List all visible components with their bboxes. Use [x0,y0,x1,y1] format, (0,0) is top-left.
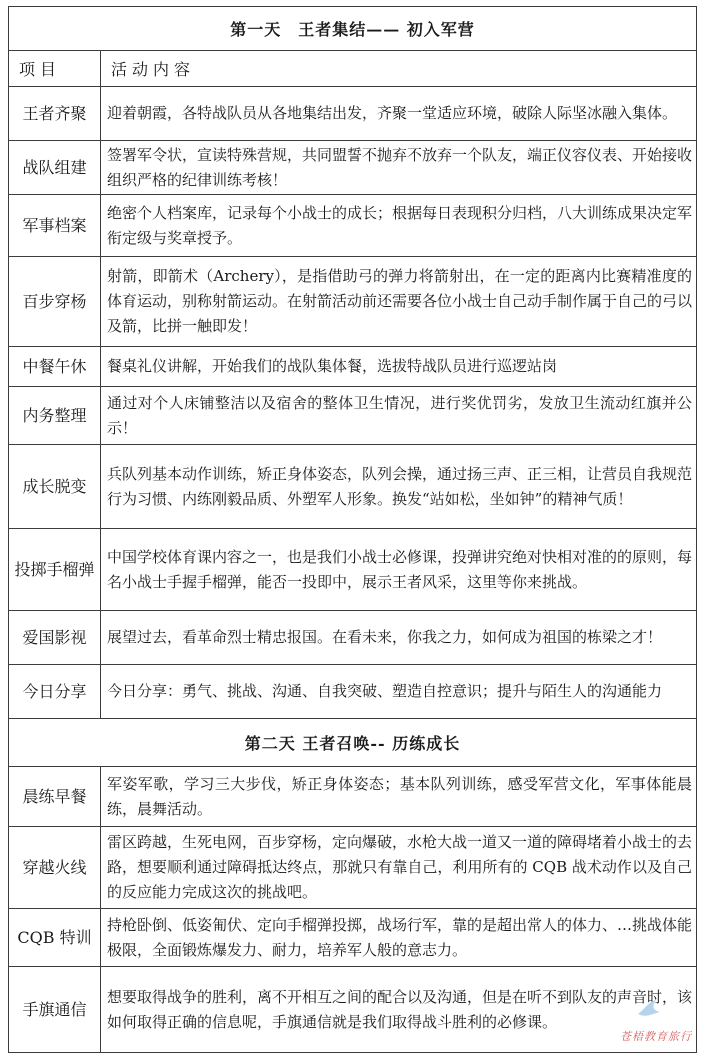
day1-title-row [9,7,697,51]
row-item: 晨练早餐 [9,767,101,827]
row-content: 兵队列基本动作训练，矫正身体姿态，队列会操，通过扬三声、正三相，让营员自我规范行为习惯、内练刚毅品质、外塑军人形象。换发“站如松，坐如钟”的精神气质！ [101,445,697,529]
row-content: 持枪卧倒、低姿匍伏、定向手榴弹投掷，战场行军，靠的是超出常人的体力、…挑战体能极限，全面锻炼爆发力、耐力，培养军人般的意志力。 [101,909,697,967]
row-content: 中国学校体育课内容之一，也是我们小战士必修课，投弹讲究绝对快相对准的的原则，每名小战士手握手榴弹，能否一投即中，展示王者风采，这里等你来挑战。 [101,529,697,611]
table-row [9,347,697,387]
row-item: 穿越火线 [9,827,101,909]
row-item: 爱国影视 [9,611,101,665]
row-content: 签署军令状，宣读特殊营规，共同盟誓不抛弃不放弃一个队友，端正仪容仪表、开始接收组织严格的纪律训练考核！ [101,141,697,195]
day2-title: 第二天 王者召唤-- 历练成长 [9,719,697,767]
row-content: 餐桌礼仪讲解，开始我们的战队集体餐，选拔特战队员进行巡逻站岗 [101,347,697,387]
row-content: 展望过去，看革命烈士精忠报国。在看未来，你我之力，如何成为祖国的栋梁之才！ [101,611,697,665]
bird-watermark-icon [636,998,662,1020]
table-header-row [9,51,697,87]
table-row [9,827,697,909]
table-row [9,445,697,529]
row-item: 手旗通信 [9,967,101,1053]
schedule-document [8,6,696,1053]
row-content: 绝密个人档案库，记录每个小战士的成长；根据每日表现积分归档，八大训练成果决定军衔定级与奖章授予。 [101,195,697,257]
table-row [9,529,697,611]
schedule-table [8,6,697,1053]
row-content: 军姿军歌，学习三大步伐，矫正身体姿态；基本队列训练，感受军营文化，军事体能晨练，晨舞活动。 [101,767,697,827]
row-content: 通过对个人床铺整洁以及宿舍的整体卫生情况，进行奖优罚劣，发放卫生流动红旗并公示！ [101,387,697,445]
day2-title-row [9,719,697,767]
row-content: 雷区跨越，生死电网，百步穿杨，定向爆破，水枪大战一道又一道的障碍堵着小战士的去路，想要顺利通过障碍抵达终点，那就只有靠自己，利用所有的 CQB 战术动作以及自己的反应能力完成这次的挑战吧。 [101,827,697,909]
row-content: 想要取得战争的胜利，离不开相互之间的配合以及沟通，但是在听不到队友的声音时，该如何取得正确的信息呢，手旗通信就是我们取得战斗胜利的必修课。 [101,967,697,1053]
table-row [9,195,697,257]
header-item: 项目 [9,51,101,87]
header-content: 活动内容 [101,51,697,87]
table-row [9,87,697,141]
table-row [9,967,697,1053]
table-row [9,611,697,665]
table-row [9,141,697,195]
day1-title: 第一天 王者集结—— 初入军营 [9,7,697,51]
row-item: 成长脱变 [9,445,101,529]
row-item: 军事档案 [9,195,101,257]
table-row [9,387,697,445]
row-item: CQB 特训 [9,909,101,967]
row-content: 今日分享：勇气、挑战、沟通、自我突破、塑造自控意识；提升与陌生人的沟通能力 [101,665,697,719]
watermark-text: 苍梧教育旅行 [620,1030,692,1043]
row-item: 投掷手榴弹 [9,529,101,611]
row-item: 王者齐聚 [9,87,101,141]
table-row [9,665,697,719]
row-item: 中餐午休 [9,347,101,387]
table-row [9,909,697,967]
row-content: 迎着朝霞，各特战队员从各地集结出发，齐聚一堂适应环境，破除人际坚冰融入集体。 [101,87,697,141]
row-item: 今日分享 [9,665,101,719]
row-item: 战队组建 [9,141,101,195]
row-item: 百步穿杨 [9,257,101,347]
table-row [9,767,697,827]
row-item: 内务整理 [9,387,101,445]
row-content: 射箭，即箭术（Archery），是指借助弓的弹力将箭射出，在一定的距离内比赛精准度的体育运动，别称射箭运动。在射箭活动前还需要各位小战士自己动手制作属于自己的弓以及箭，比拼一触即发！ [101,257,697,347]
table-row [9,257,697,347]
